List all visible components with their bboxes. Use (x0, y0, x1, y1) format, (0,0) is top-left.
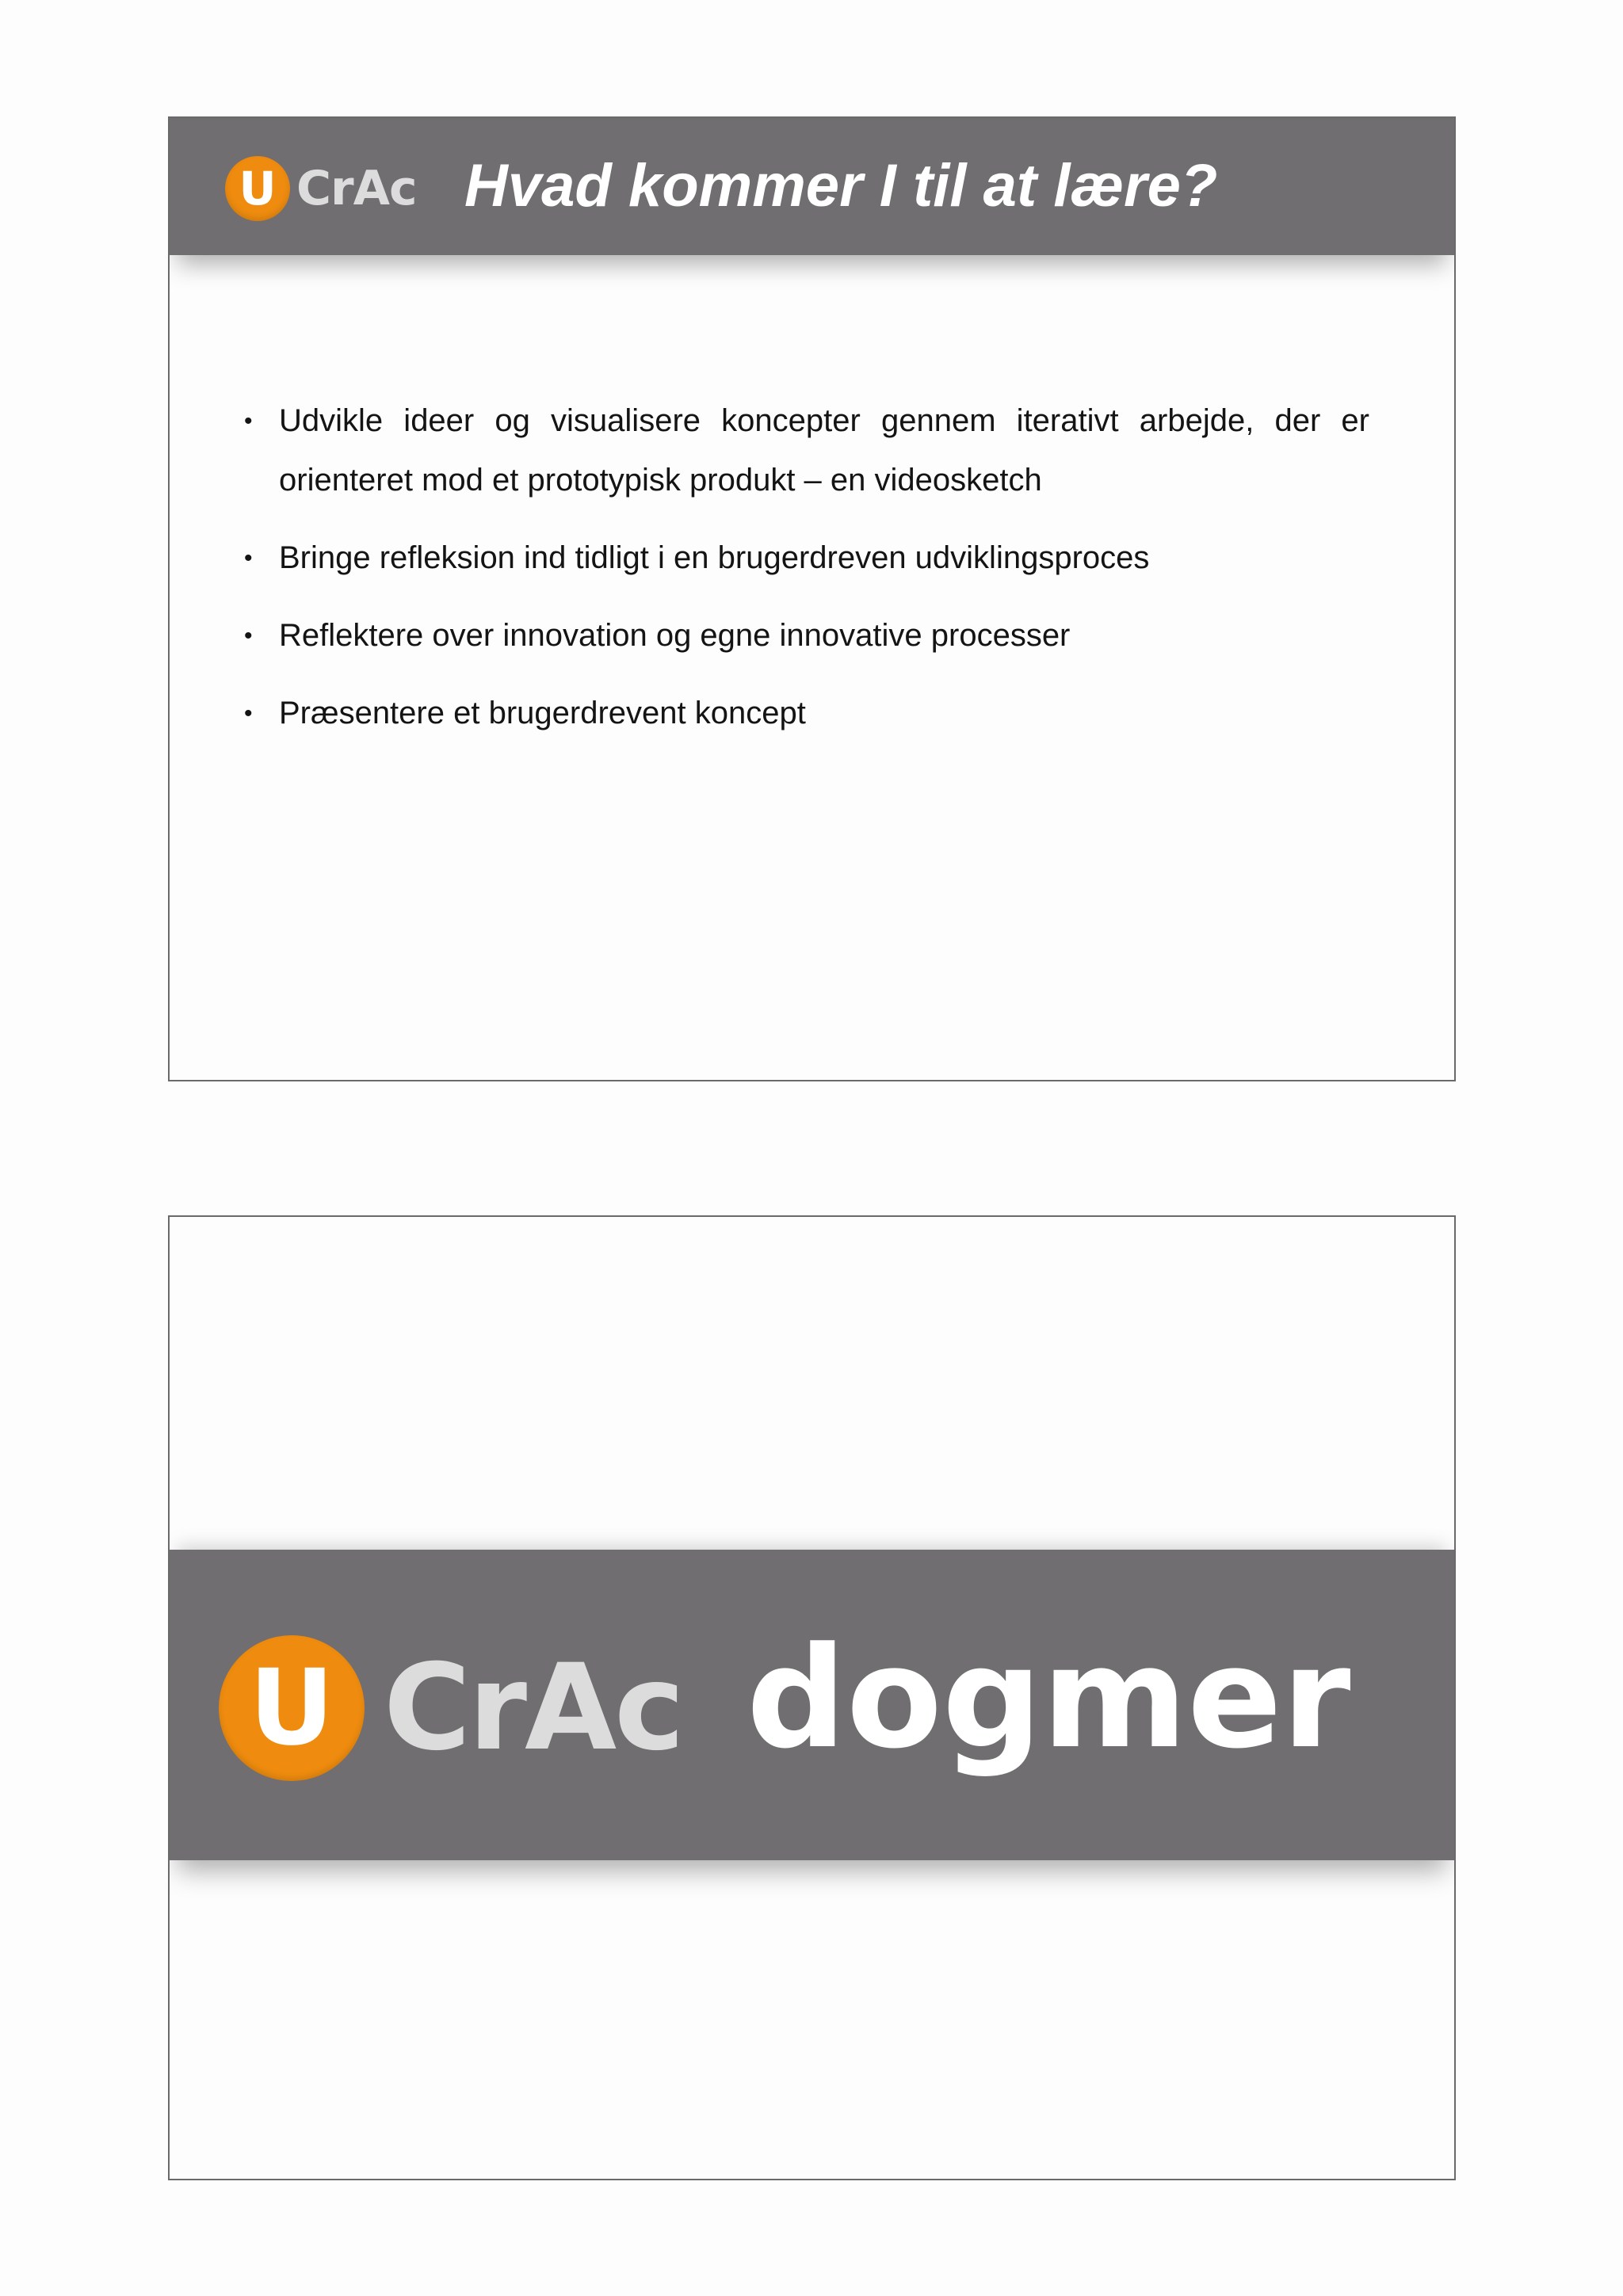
slide-1-header-bar (170, 118, 1454, 255)
slide-1-title: Hvad kommer I til at lære? (464, 152, 1218, 219)
bullet-text: Udvikle ideer og visualisere koncepter gennem iterativt arbejde, der er orienteret mod et prototypisk produkt – en videosketch (279, 403, 1369, 498)
logo-u-circle: U (225, 156, 290, 221)
slide-2 (168, 1215, 1456, 2180)
bullet-item-2 (233, 528, 1369, 588)
bullet-text: Præsentere et brugerdrevent koncept (279, 696, 806, 730)
bullet-text: Reflektere over innovation og egne innovative processer (279, 618, 1071, 653)
bullet-item-3 (233, 606, 1369, 666)
slide-2-title: dogmer (747, 1617, 1351, 1779)
bullet-marker: • (244, 623, 253, 649)
ucrac-logo (219, 1635, 682, 1781)
ucrac-logo (225, 156, 417, 221)
bullet-marker: • (244, 408, 253, 434)
bullet-marker: • (244, 700, 253, 727)
slide-2-title-bar (170, 1550, 1454, 1860)
bullet-item-4 (233, 684, 1369, 743)
logo-wordmark: CrAc (296, 161, 417, 216)
slide-1 (168, 116, 1456, 1081)
bullet-marker: • (244, 545, 253, 571)
logo-u-circle: U (219, 1635, 365, 1781)
logo-wordmark: CrAc (384, 1639, 683, 1777)
bullet-list (233, 391, 1369, 761)
bullet-item-1 (233, 391, 1369, 510)
bullet-text: Bringe refleksion ind tidligt i en brugerdreven udviklingsproces (279, 540, 1150, 575)
